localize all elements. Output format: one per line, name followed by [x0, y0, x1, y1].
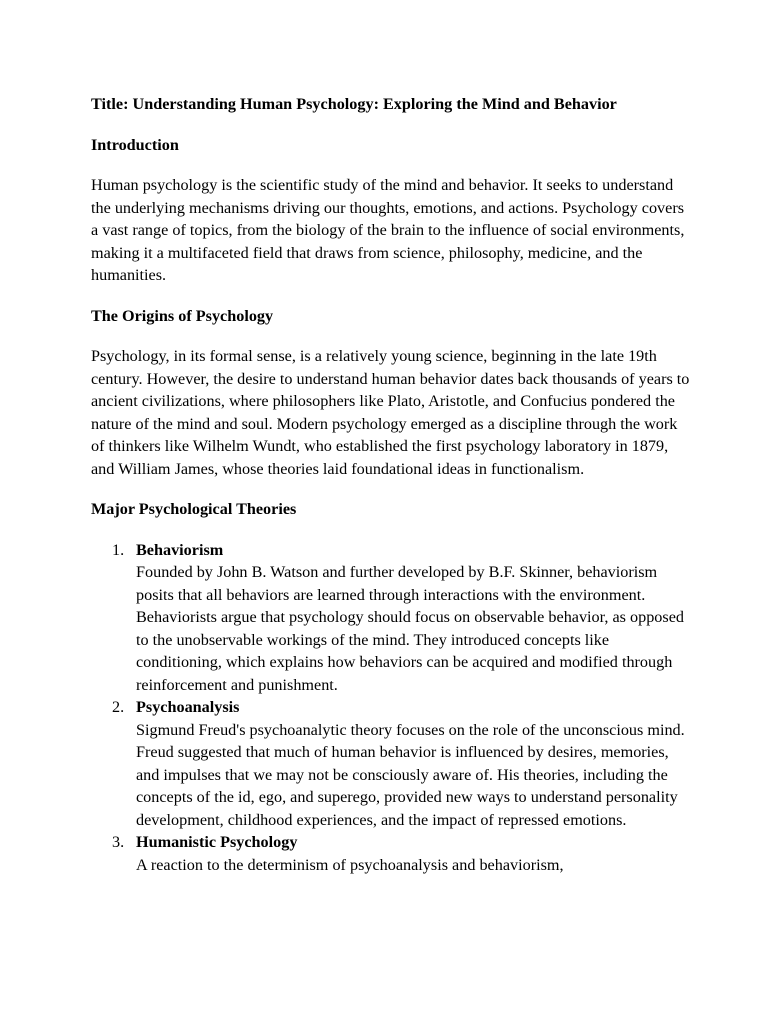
list-item-description: Sigmund Freud's psychoanalytic theory focuses on the role of the unconscious mind. Freud suggested that much of human behavior is influenced by desires, memories, and impulses that we may not be consciously aware of. His theories, including the concepts of the id, ego, and superego, provided new ways to understand personality development, childhood experiences, and the impact of repressed emotions. — [136, 720, 685, 829]
list-item-number: 3. — [112, 833, 125, 851]
list-item-description: A reaction to the determinism of psychoanalysis and behaviorism, — [136, 855, 564, 874]
section-body-introduction: Human psychology is the scientific study of the mind and behavior. It seeks to understand the underlying mechanisms driving our thoughts, emotions, and actions. Psychology covers a vast range of topics, from the biology of the brain to the influence of social environments, making it a multifaceted field that draws from science, philosophy, medicine, and the humanities. — [91, 176, 685, 284]
list-item-title: Psychoanalysis — [136, 698, 240, 716]
document-title: Title: Understanding Human Psychology: Exploring the Mind and Behavior — [91, 95, 617, 113]
list-item-title: Humanistic Psychology — [136, 833, 298, 851]
section-heading-origins: The Origins of Psychology — [91, 306, 274, 325]
list-item-number: 1. — [112, 540, 125, 559]
theories-list — [91, 539, 691, 877]
list-item-title: Behaviorism — [136, 540, 224, 559]
list-item — [91, 539, 691, 697]
list-item — [91, 696, 691, 831]
list-item-number: 2. — [112, 698, 125, 716]
list-item-description: Founded by John B. Watson and further developed by B.F. Skinner, behaviorism posits that all behaviors are learned through interactions with the environment. Behaviorists argue that psychology should focus on observable behavior, as opposed to the unobservable workings of the mind. They introduced concepts like conditioning, which explains how behaviors can be acquired and modified through reinforcement and punishment. — [136, 563, 684, 694]
section-heading-theories: Major Psychological Theories — [91, 500, 297, 518]
section-heading-introduction: Introduction — [91, 135, 179, 154]
document-page — [91, 93, 691, 876]
section-body-origins: Psychology, in its formal sense, is a relatively young science, beginning in the late 19th century. However, the desire to understand human behavior dates back thousands of years to ancient civilizations, where philosophers like Plato, Aristotle, and Confucius pondered the nature of the mind and soul. Modern psychology emerged as a discipline through the work of thinkers like Wilhelm Wundt, who established the first psychology laboratory in 1879, and William James, whose theories laid foundational ideas in functionalism. — [91, 347, 690, 478]
list-item — [91, 831, 691, 876]
